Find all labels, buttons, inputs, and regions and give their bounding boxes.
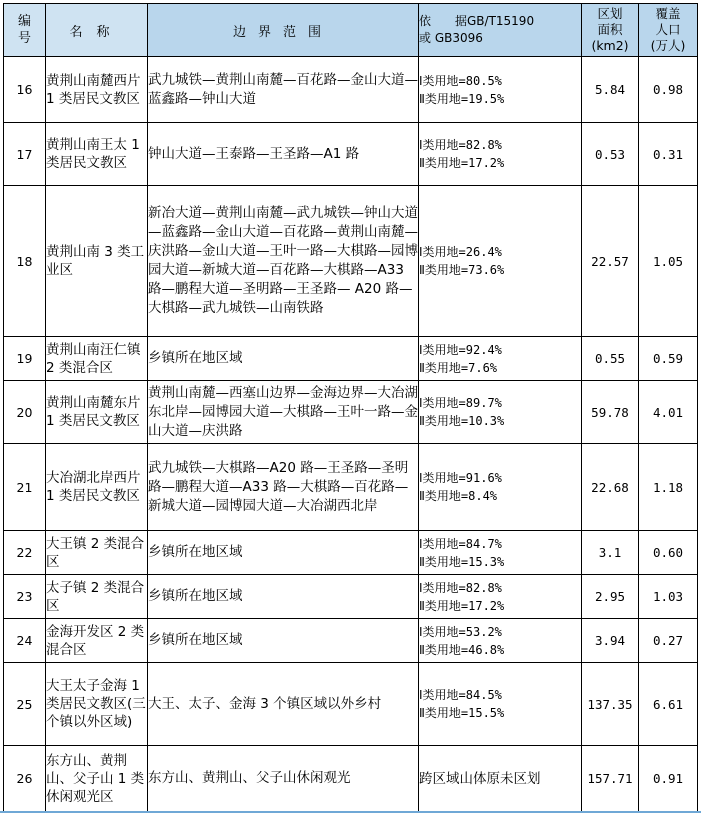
row-area: 3.1 — [582, 531, 639, 575]
table-row — [4, 444, 698, 531]
row-name: 大冶湖北岸西片 1 类居民文教区 — [46, 444, 148, 531]
row-id: 26 — [4, 746, 46, 812]
row-range: 乡镇所在地区域 — [148, 575, 419, 619]
row-area: 3.94 — [582, 619, 639, 663]
row-name: 黄荆山南 3 类工业区 — [46, 186, 148, 337]
row-range: 乡镇所在地区域 — [148, 619, 419, 663]
header-area: 区划 面积 (km2) — [582, 4, 639, 57]
row-name: 东方山、黄荆山、父子山 1 类休闲观光区 — [46, 746, 148, 812]
table-row — [4, 123, 698, 186]
row-area: 22.68 — [582, 444, 639, 531]
row-population: 4.01 — [639, 381, 698, 444]
row-basis: Ⅰ类用地=84.7% Ⅱ类用地=15.3% — [419, 531, 582, 575]
row-basis: Ⅰ类用地=80.5% Ⅱ类用地=19.5% — [419, 57, 582, 123]
row-id: 23 — [4, 575, 46, 619]
row-name: 黄荆山南麓西片 1 类居民文教区 — [46, 57, 148, 123]
row-population: 1.18 — [639, 444, 698, 531]
table-row — [4, 57, 698, 123]
table-row — [4, 575, 698, 619]
row-range: 乡镇所在地区域 — [148, 337, 419, 381]
row-area: 2.95 — [582, 575, 639, 619]
row-id: 20 — [4, 381, 46, 444]
row-range: 东方山、黄荆山、父子山休闲观光 — [148, 746, 419, 812]
row-population: 0.91 — [639, 746, 698, 812]
row-area: 0.53 — [582, 123, 639, 186]
row-basis: Ⅰ类用地=26.4% Ⅱ类用地=73.6% — [419, 186, 582, 337]
table-row — [4, 619, 698, 663]
row-population: 0.27 — [639, 619, 698, 663]
table-row — [4, 531, 698, 575]
row-population: 6.61 — [639, 663, 698, 746]
row-population: 0.98 — [639, 57, 698, 123]
row-range: 钟山大道—王泰路—王圣路—A1 路 — [148, 123, 419, 186]
table-row — [4, 746, 698, 812]
row-name: 黄荆山南汪仁镇 2 类混合区 — [46, 337, 148, 381]
row-range: 大王、太子、金海 3 个镇区域以外乡村 — [148, 663, 419, 746]
row-population: 0.31 — [639, 123, 698, 186]
row-range: 黄荆山南麓—西塞山边界—金海边界—大冶湖东北岸—园博园大道—大棋路—王叶一路—金山大道—庆洪路 — [148, 381, 419, 444]
row-area: 157.71 — [582, 746, 639, 812]
row-id: 19 — [4, 337, 46, 381]
row-basis: Ⅰ类用地=92.4% Ⅱ类用地=7.6% — [419, 337, 582, 381]
row-basis: Ⅰ类用地=53.2% Ⅱ类用地=46.8% — [419, 619, 582, 663]
table-row — [4, 381, 698, 444]
table-body — [4, 57, 698, 812]
row-id: 16 — [4, 57, 46, 123]
row-area: 22.57 — [582, 186, 639, 337]
row-basis: Ⅰ类用地=84.5% Ⅱ类用地=15.5% — [419, 663, 582, 746]
row-basis: Ⅰ类用地=82.8% Ⅱ类用地=17.2% — [419, 123, 582, 186]
row-range: 乡镇所在地区域 — [148, 531, 419, 575]
row-population: 0.60 — [639, 531, 698, 575]
row-basis: Ⅰ类用地=82.8% Ⅱ类用地=17.2% — [419, 575, 582, 619]
row-basis: Ⅰ类用地=91.6% Ⅱ类用地=8.4% — [419, 444, 582, 531]
row-area: 5.84 — [582, 57, 639, 123]
row-name: 黄荆山南王太 1 类居民文教区 — [46, 123, 148, 186]
row-range: 武九城铁—黄荆山南麓—百花路—金山大道—蓝鑫路—钟山大道 — [148, 57, 419, 123]
row-id: 17 — [4, 123, 46, 186]
row-name: 大王镇 2 类混合区 — [46, 531, 148, 575]
table-header — [4, 4, 698, 57]
header-population: 覆盖 人口 (万人) — [639, 4, 698, 57]
row-population: 0.59 — [639, 337, 698, 381]
header-name: 名称 — [46, 4, 148, 57]
header-id: 编 号 — [4, 4, 46, 57]
row-name: 大王太子金海 1 类居民文教区(三个镇以外区域) — [46, 663, 148, 746]
row-name: 太子镇 2 类混合区 — [46, 575, 148, 619]
header-range: 边界范围 — [148, 4, 419, 57]
row-area: 0.55 — [582, 337, 639, 381]
row-population: 1.05 — [639, 186, 698, 337]
row-id: 24 — [4, 619, 46, 663]
row-id: 22 — [4, 531, 46, 575]
row-area: 59.78 — [582, 381, 639, 444]
row-id: 18 — [4, 186, 46, 337]
zoning-table — [3, 3, 698, 812]
row-range: 新冶大道—黄荆山南麓—武九城铁—钟山大道—蓝鑫路—金山大道—百花路—黄荆山南麓—庆洪路—金山大道—王叶一路—大棋路—园博园大道—新城大道—百花路—大棋路—A33 路—鹏程大道—圣明路—王圣路— A20 路—大棋路—武九城铁—山南铁路 — [148, 186, 419, 337]
row-name: 金海开发区 2 类混合区 — [46, 619, 148, 663]
table-row — [4, 186, 698, 337]
row-basis: 跨区域山体原未区划 — [419, 746, 582, 812]
row-id: 21 — [4, 444, 46, 531]
row-name: 黄荆山南麓东片 1 类居民文教区 — [46, 381, 148, 444]
row-range: 武九城铁—大棋路—A20 路—王圣路—圣明路—鹏程大道—A33 路—大棋路—百花路—新城大道—园博园大道—大冶湖西北岸 — [148, 444, 419, 531]
table-row — [4, 337, 698, 381]
row-population: 1.03 — [639, 575, 698, 619]
bottom-frame-line — [0, 811, 701, 813]
row-area: 137.35 — [582, 663, 639, 746]
row-basis: Ⅰ类用地=89.7% Ⅱ类用地=10.3% — [419, 381, 582, 444]
header-basis: 依 据GB/T15190 或 GB3096 — [419, 4, 582, 57]
row-id: 25 — [4, 663, 46, 746]
table-row — [4, 663, 698, 746]
